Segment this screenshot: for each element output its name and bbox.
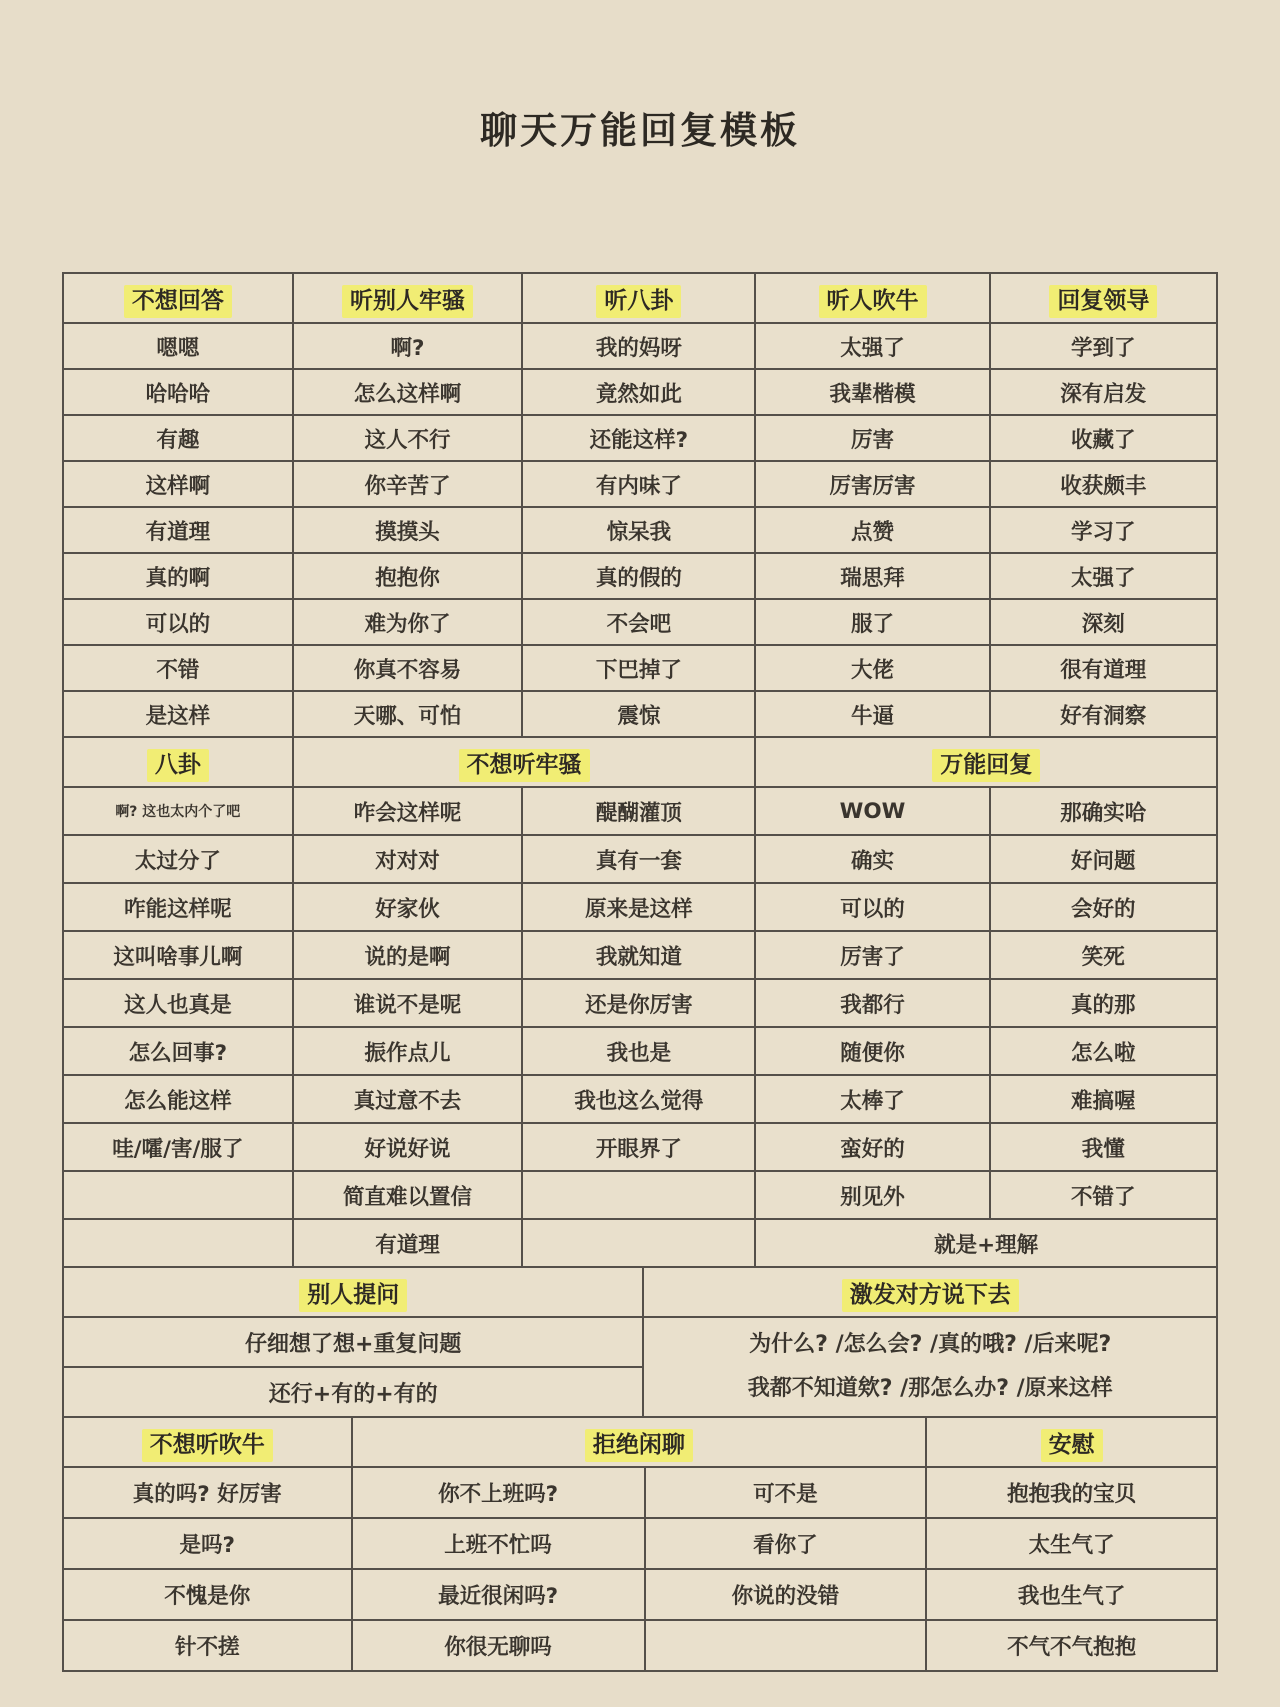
reply-cell: 是这样 bbox=[63, 691, 293, 737]
category-label: 拒绝闲聊 bbox=[585, 1429, 693, 1462]
reply-cell: 太生气了 bbox=[926, 1518, 1217, 1569]
reply-cell: 还能这样? bbox=[522, 415, 755, 461]
reply-cell: 谁说不是呢 bbox=[293, 979, 523, 1027]
reply-cell: 好说好说 bbox=[293, 1123, 523, 1171]
table-row bbox=[63, 1620, 1217, 1671]
category-label: 不想听牢骚 bbox=[459, 749, 590, 782]
section-header-cell bbox=[63, 1267, 643, 1317]
reply-cell: 我也这么觉得 bbox=[522, 1075, 755, 1123]
reply-cell: 真有一套 bbox=[522, 835, 755, 883]
table-row bbox=[63, 1075, 1217, 1123]
reply-cell: 真的吗? 好厉害 bbox=[63, 1467, 352, 1518]
reply-cell: 不会吧 bbox=[522, 599, 755, 645]
reply-cell: 不错 bbox=[63, 645, 293, 691]
reply-cell: 这人也真是 bbox=[63, 979, 293, 1027]
category-label: 听人吹牛 bbox=[819, 285, 927, 318]
table-row bbox=[63, 461, 1217, 507]
reply-cell: 嗯嗯 bbox=[63, 323, 293, 369]
reply-cell: 咋能这样呢 bbox=[63, 883, 293, 931]
reply-cell: 啊? 这也太内个了吧 bbox=[63, 787, 293, 835]
reply-line: 我都不知道欸? /那怎么办? /原来这样 bbox=[747, 1376, 1113, 1401]
reply-cell: 我辈楷模 bbox=[755, 369, 989, 415]
category-label: 听八卦 bbox=[596, 285, 681, 318]
table-row bbox=[63, 1518, 1217, 1569]
reply-cell: 太过分了 bbox=[63, 835, 293, 883]
table-row bbox=[63, 415, 1217, 461]
reply-cell: 我都行 bbox=[755, 979, 989, 1027]
reply-cell: 开眼界了 bbox=[522, 1123, 755, 1171]
reply-cell: 抱抱你 bbox=[293, 553, 523, 599]
reply-cell: 就是+理解 bbox=[755, 1219, 1217, 1267]
table-row bbox=[63, 553, 1217, 599]
section-middle-categories bbox=[62, 736, 1218, 1268]
reply-cell: 你说的没错 bbox=[645, 1569, 927, 1620]
table-row bbox=[63, 369, 1217, 415]
table-row bbox=[63, 1467, 1217, 1518]
reply-cell: 真过意不去 bbox=[293, 1075, 523, 1123]
category-label: 八卦 bbox=[147, 749, 209, 782]
reply-cell: 太强了 bbox=[990, 553, 1217, 599]
reply-cell: 振作点儿 bbox=[293, 1027, 523, 1075]
reply-cell: 这人不行 bbox=[293, 415, 523, 461]
table-row bbox=[63, 1219, 1217, 1267]
reply-cell: WOW bbox=[755, 787, 989, 835]
reply-cell: 好家伙 bbox=[293, 883, 523, 931]
reply-cell: 牛逼 bbox=[755, 691, 989, 737]
reply-cell: 我的妈呀 bbox=[522, 323, 755, 369]
reply-cell: 服了 bbox=[755, 599, 989, 645]
reply-cell: 厉害了 bbox=[755, 931, 989, 979]
reply-cell: 收藏了 bbox=[990, 415, 1217, 461]
reply-cell: 仔细想了想+重复问题 bbox=[63, 1317, 643, 1367]
reply-cell: 别见外 bbox=[755, 1171, 989, 1219]
section-header-row bbox=[63, 1267, 1217, 1317]
section-header-cell bbox=[990, 273, 1217, 323]
reply-cell: 不气不气抱抱 bbox=[926, 1620, 1217, 1671]
reply-cell: 瑞思拜 bbox=[755, 553, 989, 599]
reply-cell bbox=[643, 1317, 1217, 1417]
category-label: 万能回复 bbox=[932, 749, 1040, 782]
section-header-cell bbox=[293, 273, 523, 323]
table-row bbox=[63, 645, 1217, 691]
reply-cell bbox=[522, 1219, 755, 1267]
reply-cell: 学到了 bbox=[990, 323, 1217, 369]
section-header-cell bbox=[63, 737, 293, 787]
table-row bbox=[63, 599, 1217, 645]
reply-cell: 可不是 bbox=[645, 1467, 927, 1518]
reply-cell: 怎么能这样 bbox=[63, 1075, 293, 1123]
reply-cell: 还行+有的+有的 bbox=[63, 1367, 643, 1417]
reply-cell: 深刻 bbox=[990, 599, 1217, 645]
reply-cell bbox=[63, 1219, 293, 1267]
reply-cell: 对对对 bbox=[293, 835, 523, 883]
section-header-cell bbox=[522, 273, 755, 323]
reply-cell: 深有启发 bbox=[990, 369, 1217, 415]
reply-cell: 随便你 bbox=[755, 1027, 989, 1075]
reply-cell: 可以的 bbox=[63, 599, 293, 645]
section-bottom-categories bbox=[62, 1416, 1218, 1672]
section-header-cell bbox=[755, 273, 989, 323]
table-row bbox=[63, 1027, 1217, 1075]
reply-cell: 我也生气了 bbox=[926, 1569, 1217, 1620]
reply-cell: 真的假的 bbox=[522, 553, 755, 599]
section-header-cell bbox=[63, 273, 293, 323]
table-row bbox=[63, 323, 1217, 369]
reply-cell: 看你了 bbox=[645, 1518, 927, 1569]
reply-cell: 有道理 bbox=[293, 1219, 523, 1267]
section-header-cell bbox=[926, 1417, 1217, 1467]
reply-cell bbox=[522, 1171, 755, 1219]
table-row bbox=[63, 979, 1217, 1027]
section-header-cell bbox=[293, 737, 756, 787]
reply-cell: 还是你厉害 bbox=[522, 979, 755, 1027]
reply-cell: 原来是这样 bbox=[522, 883, 755, 931]
reply-cell: 好有洞察 bbox=[990, 691, 1217, 737]
category-label: 不想听吹牛 bbox=[142, 1429, 273, 1462]
reply-cell: 你真不容易 bbox=[293, 645, 523, 691]
reply-cell: 那确实哈 bbox=[990, 787, 1217, 835]
section-header-row bbox=[63, 273, 1217, 323]
reply-cell: 有道理 bbox=[63, 507, 293, 553]
reply-cell: 太强了 bbox=[755, 323, 989, 369]
table-row bbox=[63, 1569, 1217, 1620]
section-top-categories bbox=[62, 272, 1218, 738]
reply-cell: 会好的 bbox=[990, 883, 1217, 931]
reply-cell: 很有道理 bbox=[990, 645, 1217, 691]
section-question-prompt bbox=[62, 1266, 1218, 1418]
reply-cell: 哈哈哈 bbox=[63, 369, 293, 415]
table-row bbox=[63, 1123, 1217, 1171]
category-label: 不想回答 bbox=[124, 285, 232, 318]
reply-cell bbox=[63, 1171, 293, 1219]
reply-cell: 这样啊 bbox=[63, 461, 293, 507]
reply-cell: 学习了 bbox=[990, 507, 1217, 553]
reply-cell: 难为你了 bbox=[293, 599, 523, 645]
reply-cell: 震惊 bbox=[522, 691, 755, 737]
reply-cell: 哇/嚯/害/服了 bbox=[63, 1123, 293, 1171]
reply-cell: 啊? bbox=[293, 323, 523, 369]
reply-cell: 笑死 bbox=[990, 931, 1217, 979]
reply-cell: 摸摸头 bbox=[293, 507, 523, 553]
section-header-cell bbox=[643, 1267, 1217, 1317]
reply-cell: 我就知道 bbox=[522, 931, 755, 979]
reply-cell: 有趣 bbox=[63, 415, 293, 461]
reply-cell: 有内味了 bbox=[522, 461, 755, 507]
reply-cell: 厉害厉害 bbox=[755, 461, 989, 507]
reply-cell: 最近很闲吗? bbox=[352, 1569, 645, 1620]
table-row bbox=[63, 507, 1217, 553]
reply-cell: 大佬 bbox=[755, 645, 989, 691]
reply-cell: 你很无聊吗 bbox=[352, 1620, 645, 1671]
section-header-cell bbox=[63, 1417, 352, 1467]
table-row bbox=[63, 691, 1217, 737]
reply-cell: 竟然如此 bbox=[522, 369, 755, 415]
reply-cell bbox=[645, 1620, 927, 1671]
reply-cell: 怎么回事? bbox=[63, 1027, 293, 1075]
reply-cell: 点赞 bbox=[755, 507, 989, 553]
table-row bbox=[63, 1317, 1217, 1367]
table-row bbox=[63, 931, 1217, 979]
reply-cell: 难搞喔 bbox=[990, 1075, 1217, 1123]
reply-cell: 不错了 bbox=[990, 1171, 1217, 1219]
reply-cell: 不愧是你 bbox=[63, 1569, 352, 1620]
category-label: 激发对方说下去 bbox=[842, 1279, 1019, 1312]
page-title: 聊天万能回复模板 bbox=[480, 109, 800, 152]
section-header-row bbox=[63, 1417, 1217, 1467]
table-row bbox=[63, 835, 1217, 883]
reply-cell: 可以的 bbox=[755, 883, 989, 931]
section-header-cell bbox=[352, 1417, 927, 1467]
reply-cell: 厉害 bbox=[755, 415, 989, 461]
reply-cell: 我懂 bbox=[990, 1123, 1217, 1171]
reply-cell: 真的那 bbox=[990, 979, 1217, 1027]
reply-cell: 抱抱我的宝贝 bbox=[926, 1467, 1217, 1518]
reply-cell: 说的是啊 bbox=[293, 931, 523, 979]
reply-cell: 这叫啥事儿啊 bbox=[63, 931, 293, 979]
reply-cell: 咋会这样呢 bbox=[293, 787, 523, 835]
reply-cell: 上班不忙吗 bbox=[352, 1518, 645, 1569]
reply-cell: 天哪、可怕 bbox=[293, 691, 523, 737]
reply-cell: 你辛苦了 bbox=[293, 461, 523, 507]
reply-cell: 确实 bbox=[755, 835, 989, 883]
reply-line: 为什么? /怎么会? /真的哦? /后来呢? bbox=[749, 1332, 1112, 1357]
category-label: 回复领导 bbox=[1049, 285, 1157, 318]
section-header-row bbox=[63, 737, 1217, 787]
reply-cell: 是吗? bbox=[63, 1518, 352, 1569]
reply-cell: 怎么这样啊 bbox=[293, 369, 523, 415]
reply-cell: 收获颇丰 bbox=[990, 461, 1217, 507]
category-label: 安慰 bbox=[1041, 1429, 1103, 1462]
reply-cell: 真的啊 bbox=[63, 553, 293, 599]
reply-cell: 好问题 bbox=[990, 835, 1217, 883]
table-row bbox=[63, 883, 1217, 931]
reply-cell: 我也是 bbox=[522, 1027, 755, 1075]
reply-cell: 简直难以置信 bbox=[293, 1171, 523, 1219]
reply-cell: 针不搓 bbox=[63, 1620, 352, 1671]
reply-cell: 蛮好的 bbox=[755, 1123, 989, 1171]
table-row bbox=[63, 787, 1217, 835]
category-label: 听别人牢骚 bbox=[342, 285, 473, 318]
reply-cell: 下巴掉了 bbox=[522, 645, 755, 691]
reply-cell: 你不上班吗? bbox=[352, 1467, 645, 1518]
reply-cell: 太棒了 bbox=[755, 1075, 989, 1123]
reply-cell: 醍醐灌顶 bbox=[522, 787, 755, 835]
reply-cell: 惊呆我 bbox=[522, 507, 755, 553]
reply-cell: 怎么啦 bbox=[990, 1027, 1217, 1075]
category-label: 别人提问 bbox=[299, 1279, 407, 1312]
section-header-cell bbox=[755, 737, 1217, 787]
reply-template-table bbox=[62, 272, 1218, 1672]
table-row bbox=[63, 1171, 1217, 1219]
